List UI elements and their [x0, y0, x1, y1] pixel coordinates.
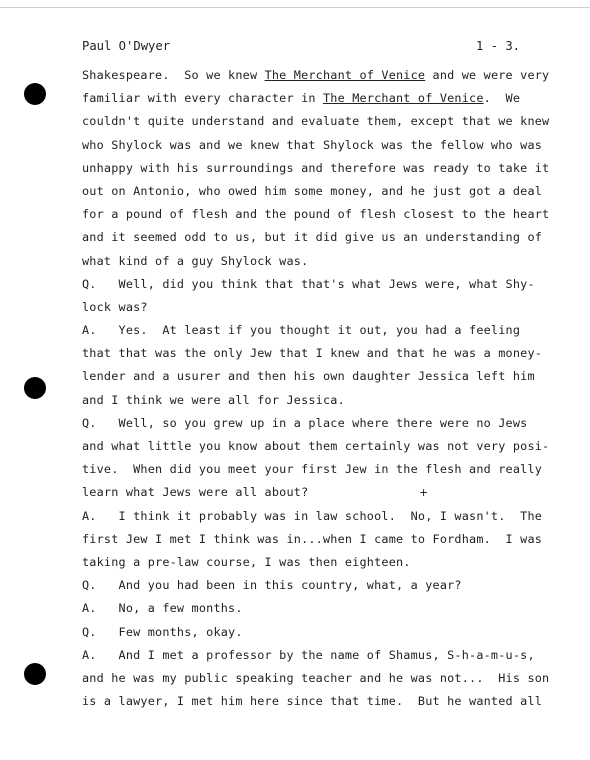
underlined-title: The Merchant of Venice: [322, 91, 484, 106]
transcript-line: couldn't quite understand and evaluate them, except that we knew: [82, 114, 550, 129]
transcript-body: [82, 64, 550, 713]
transcript-line: and what little you know about them certainly was not very posi-: [82, 439, 550, 453]
transcript-line: Q. Few months, okay.: [82, 624, 243, 639]
transcript-line: taking a pre-law course, I was then eighteen.: [82, 554, 411, 569]
transcript-line: and he was my public speaking teacher and he was not... His son: [82, 670, 550, 685]
transcript-line: and I think we were all for Jessica.: [82, 392, 345, 407]
transcript-line: learn what Jews were all about?: [82, 485, 309, 500]
transcript-line: unhappy with his surroundings and therefore was ready to take it: [82, 160, 550, 175]
header-name: Paul O'Dwyer: [82, 39, 171, 53]
transcript-line: A. Yes. At least if you thought it out, you had a feeling: [82, 323, 521, 338]
transcript-line: who Shylock was and we knew that Shylock was the fellow who was: [82, 137, 543, 152]
transcript-line: for a pound of flesh and the pound of flesh closest to the heart: [82, 207, 550, 222]
transcript-line: A. No, a few months.: [82, 601, 243, 616]
transcript-line: that that was the only Jew that I knew and that he was a money-: [82, 346, 543, 361]
text-segment: and we were very: [425, 68, 550, 82]
transcript-line: first Jew I met I think was in...when I came to Fordham. I was: [82, 531, 543, 546]
transcript-line: and it seemed odd to us, but it did give us an understanding of: [82, 230, 543, 245]
transcript-line: Q. And you had been in this country, what, a year?: [82, 578, 462, 593]
transcript-line: A. And I met a professor by the name of Shamus, S-h-a-m-u-s,: [82, 647, 535, 662]
text-segment: Shakespeare. So we knew: [82, 68, 265, 82]
scan-edge-line: [0, 7, 590, 8]
page-number: 1 - 3.: [475, 39, 520, 53]
transcript-line: is a lawyer, I met him here since that time. But he wanted all: [82, 694, 543, 709]
handwritten-insertion-mark: +: [419, 486, 429, 499]
transcript-line: [82, 87, 542, 110]
transcript-line: A. I think it probably was in law school. No, I wasn't. The: [82, 508, 543, 523]
transcript-line: what kind of a guy Shylock was.: [82, 253, 309, 268]
transcript-line: Q. Well, so you grew up in a place where there were no Jews: [82, 415, 528, 430]
text-segment: . We: [483, 91, 521, 106]
transcript-line: lender and a usurer and then his own daughter Jessica left him: [82, 369, 535, 384]
text-segment: familiar with every character in: [82, 91, 323, 106]
transcript-line: [82, 64, 550, 87]
underlined-title: The Merchant of Venice: [264, 68, 426, 82]
punch-hole-bottom: [24, 663, 46, 685]
punch-hole-top: [24, 83, 46, 105]
transcript-line: tive. When did you meet your first Jew in the flesh and really: [82, 462, 543, 477]
transcript-line: Q. Well, did you think that that's what Jews were, what Shy-: [82, 276, 535, 291]
punch-hole-middle: [24, 377, 46, 399]
transcript-line: out on Antonio, who owed him some money, and he just got a deal: [82, 183, 543, 198]
transcript-line: lock was?: [82, 299, 148, 314]
